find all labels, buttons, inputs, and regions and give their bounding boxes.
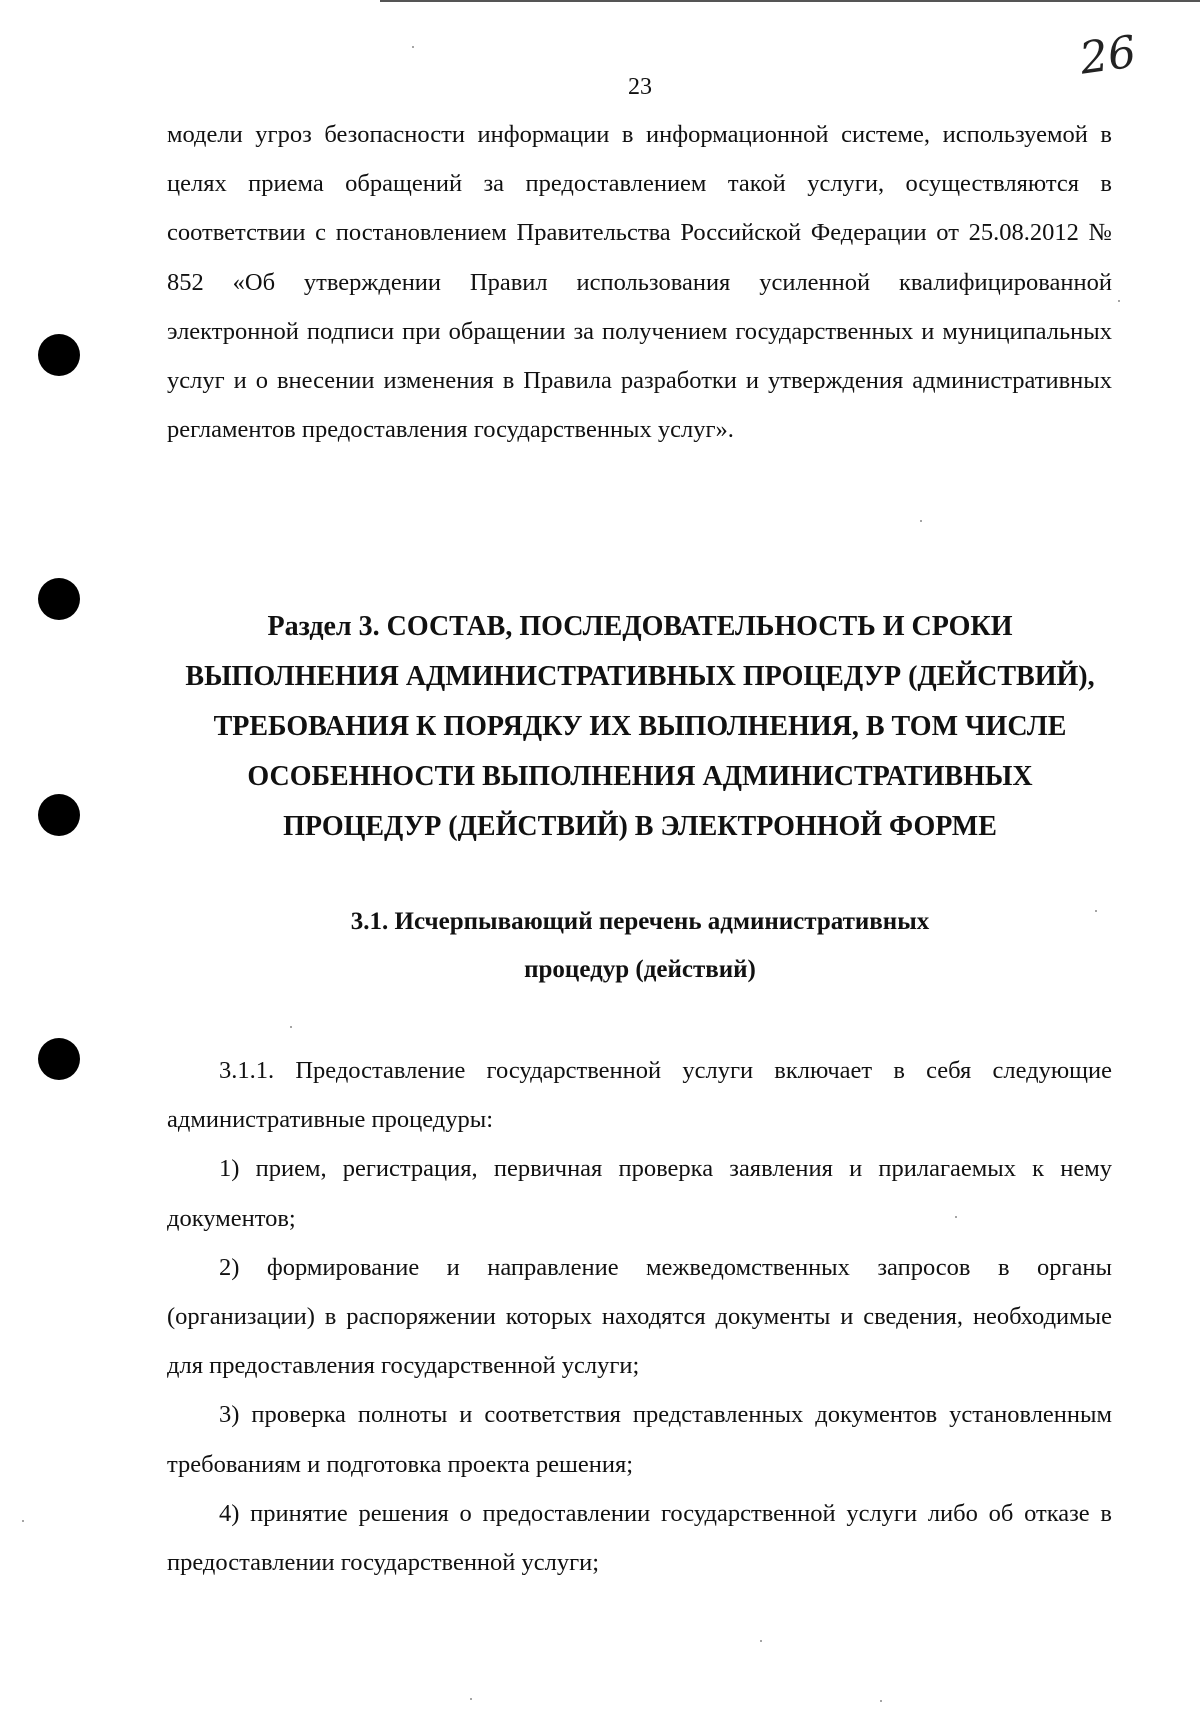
- subsection-3-1-title: [200, 898, 1080, 994]
- section-title-line: ВЫПОЛНЕНИЯ АДМИНИСТРАТИВНЫХ ПРОЦЕДУР (ДЕЙСТВИЙ),: [185, 661, 1095, 692]
- punch-hole: [38, 334, 80, 376]
- intro-paragraph: модели угроз безопасности информации в информационной системе, используемой в целях приема обращений за предоставлением такой услуги, осуществляются в соответствии с постановлением Правительства Российской Федерации от 25.08.2012 № 852 «Об утверждении Правил использования усиленной квалифицированной электронной подписи при обращении за получением государственных и муниципальных услуг и о внесении изменения в Правила разработки и утверждения административных регламентов предоставления государственных услуг».: [167, 121, 1112, 444]
- subsection-title-line: процедур (действий): [524, 956, 756, 983]
- scan-speck: [412, 46, 414, 48]
- section-title-line: ПРОЦЕДУР (ДЕЙСТВИЙ) В ЭЛЕКТРОННОЙ ФОРМЕ: [283, 811, 997, 842]
- section-title-line: Раздел 3. СОСТАВ, ПОСЛЕДОВАТЕЛЬНОСТЬ И СРОКИ: [267, 611, 1013, 642]
- list-item-3: 3) проверка полноты и соответствия представленных документов установленным требованиям и подготовка проекта решения;: [167, 1401, 1112, 1478]
- scan-speck: [470, 1698, 472, 1700]
- section-title-line: ТРЕБОВАНИЯ К ПОРЯДКУ ИХ ВЫПОЛНЕНИЯ, В ТОМ ЧИСЛЕ: [213, 711, 1067, 742]
- subsection-title-line: 3.1. Исчерпывающий перечень административных: [350, 908, 930, 935]
- paragraph-3-1-1: 3.1.1. Предоставление государственной услуги включает в себя следующие административные процедуры:: [167, 1057, 1112, 1134]
- scan-speck: [22, 1520, 24, 1522]
- scan-speck: [880, 1700, 882, 1702]
- scan-speck: [1118, 300, 1120, 302]
- section-title-line: ОСОБЕННОСТИ ВЫПОЛНЕНИЯ АДМИНИСТРАТИВНЫХ: [247, 761, 1033, 792]
- section-3-title: [150, 602, 1130, 852]
- top-scan-edge-line: [380, 0, 1200, 2]
- scan-speck: [1095, 910, 1097, 912]
- scan-speck: [290, 1026, 292, 1028]
- intro-block: [167, 110, 1112, 454]
- page-number: 23: [628, 74, 652, 100]
- procedures-block: [167, 1046, 1112, 1587]
- handwritten-sheet-number: 26: [1076, 26, 1140, 85]
- punch-hole: [38, 578, 80, 620]
- punch-hole: [38, 1038, 80, 1080]
- list-item-1: 1) прием, регистрация, первичная проверка заявления и прилагаемых к нему документов;: [167, 1155, 1112, 1232]
- scan-speck: [920, 520, 922, 522]
- scan-speck: [760, 1640, 762, 1642]
- punch-hole: [38, 794, 80, 836]
- list-item-2: 2) формирование и направление межведомственных запросов в органы (организации) в распоряжении которых находятся документы и сведения, необходимые для предоставления государственной услуги;: [167, 1253, 1112, 1380]
- list-item-4: 4) принятие решения о предоставлении государственной услуги либо об отказе в предоставлении государственной услуги;: [167, 1499, 1112, 1577]
- scan-speck: [955, 1216, 957, 1218]
